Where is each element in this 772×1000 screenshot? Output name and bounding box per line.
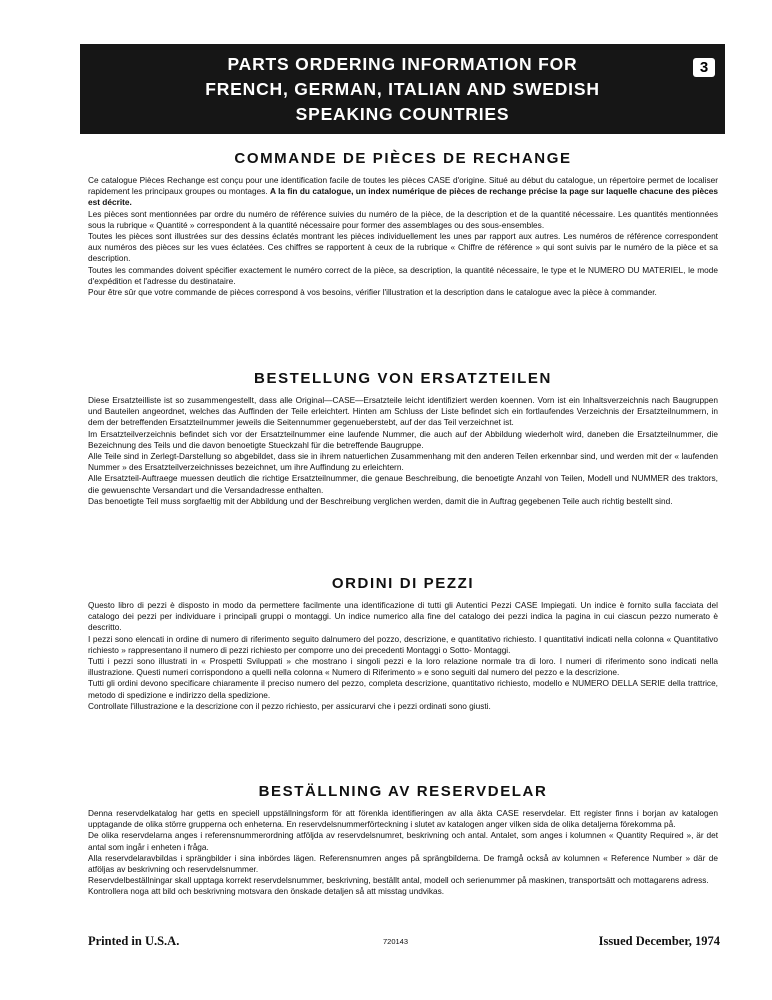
paragraph: Questo libro di pezzi è disposto in modo da permettere facilmente una identificazione di tutti gli Autentici Pezzi CASE Impiegati. Un indice è fornito sulla facciata del catalogo dei pezzi per individuare i principali gruppi o montaggi. Un indice numerico alla fine del catalogo dei pezzi indica la pagina in cui ciascun pezzo numerato è descritto. xyxy=(88,600,718,633)
banner-title-line-1: PARTS ORDERING INFORMATION FOR xyxy=(227,53,578,74)
paragraph: Tutti i pezzi sono illustrati in « Prospetti Sviluppati » che mostrano i singoli pezzi e la loro relazione normale tra di loro. I numeri di riferimento sono indicati nella illustrazione. Questi numeri corrispondono a quelli nella colonna « Numero di Riferimento » e sono seguiti dal numero del pezzo e la descrizione. xyxy=(88,656,718,678)
section-heading-italian: ORDINI DI PEZZI xyxy=(331,575,475,592)
title-banner xyxy=(80,44,725,134)
document-code: 720143 xyxy=(383,937,409,946)
paragraph: Diese Ersatzteilliste ist so zusammengestellt, dass alle Original—CASE—Ersatzteile leicht identifiziert werden koennen. Vorn ist ein Inhaltsverzeichnis nach Baugruppen und Bauteilen angeordnet, welches das Auffinden der Teile erleichtert. Hinten am Schluss der Liste befindet sich ein fortlaufendes Verzeichnis der Ersatzteilnummern, in dem der betreffenden Ersatzteilnummer jeweils die Seitennummer gegenueberstebt, auf der das Teil verzeichnet ist. xyxy=(88,395,718,428)
paragraph-text: Ce catalogue Pièces Rechange est conçu pour une identification facile de toutes les pièces CASE d'origine. Situé au début du catalogue, un répertoire permet de localiser rapidement les principaux groupes ou montages. xyxy=(88,175,718,197)
section-italian xyxy=(88,575,718,712)
paragraph: Pour être sûr que votre commande de pièces correspond à vos besoins, vérifier l'illustration et la description dans le catalogue avec la pièce à commander. xyxy=(88,287,657,298)
section-french xyxy=(88,150,718,298)
section-swedish xyxy=(88,783,718,898)
paragraph: Das benoetigte Teil muss sorgfaeltig mit der Abbildung und der Beschreibung verglichen werden, damit die in Auftrag gegebenen Teile auch richtig bestellt sind. xyxy=(88,495,673,506)
banner-title-line-3: SPEAKING COUNTRIES xyxy=(295,103,510,124)
paragraph: Reservdelbeställningar skall upptaga korrekt reservdelsnummer, beskrivning, beställt antal, modell och serienummer på maskinen, transportsätt och mottagarens adress. xyxy=(88,875,709,886)
paragraph: Controllate l'illustrazione e la descrizione con il pezzo richiesto, per assicurarvi che i pezzi ordinati sono giusti. xyxy=(88,700,491,711)
paragraph: De olika reservdelarna anges i referensnummerordning atföljda av reservdelsnumret, beskrivning och antal. Antalet, som anges i kolumnen « Quantity Required », är det antal som ingår i enheten i fråga. xyxy=(88,830,718,852)
printed-in-label: Printed in U.S.A. xyxy=(88,934,180,948)
page-number-badge: 3 xyxy=(693,58,715,77)
paragraph: Kontrollera noga att bild och beskrivning motsvara den önskade detaljen så att misstag undvikas. xyxy=(88,886,445,897)
section-heading-french: COMMANDE DE PIÈCES DE RECHANGE xyxy=(234,150,572,167)
paragraph: Denna reservdelkatalog har getts en speciell uppställningsform för att förenkla identifieringen av alla äkta CASE reservdelar. Ett register finns i borjan av katalogen upptagande de olika större grupperna och enheterna. En reservdelsnummerförteckning i slutet av katalogen anger vilken sida de olika detaljerna förekomma på. xyxy=(88,808,718,830)
paragraph: I pezzi sono elencati in ordine di numero di riferimento seguito dalnumero del pozzo, descrizione, e quantitativo richiesto. I quantitativi indicati nella colonna « Quantitativo richiesto » rappresentano il numero di pezzi richiesto per comporre uno dei precedenti Montaggi o Sotto- Montaggi. xyxy=(88,633,718,655)
paragraph-bold-text: A la fin du catalogue, un index numérique de pièces de rechange précise la page sur laquelle chacune des pièces est décrite. xyxy=(88,186,718,208)
section-heading-german: BESTELLUNG VON ERSATZTEILEN xyxy=(254,370,552,387)
paragraph: Im Ersatzteilverzeichnis befindet sich vor der Ersatzteilnummer eine laufende Nummer, die auch auf der Abbildung wiederholt wird, daneben die Ersatzteilnummer, die Bezeichnung des Teils und die davon benoetigte Stueckzahl für die betreffende Baugruppe. xyxy=(88,428,718,450)
banner-title-line-2: FRENCH, GERMAN, ITALIAN AND SWEDISH xyxy=(205,78,600,99)
section-heading-swedish: BESTÄLLNING AV RESERVDELAR xyxy=(258,783,548,800)
paragraph: Alle Ersatzteil-Auftraege muessen deutlich die richtige Ersatzteilnummer, die genaue Beschreibung, die benoetigte Anzahl von Teilen, Modell und NUMMER des traktors, die gewuenschte Versandart und die Versandadresse enthalten. xyxy=(88,473,718,495)
paragraph: Toutes les pièces sont illustrées sur des dessins éclatés montrant les pièces individuellement les unes par rapport aux autres. Les numéros de référence correspondent aux numéros des pièces sur les vues éclatées. Ces chiffres se rapportent à ceux de la rubrique « Chiffre de référence » qui sont suivis par le numéro de la pièce et sa description. xyxy=(88,231,718,264)
paragraph: Tutti gli ordini devono specificare chiaramente il preciso numero del pezzo, completa descrizione, quantitativo richiesto, modello e NUMERO DELLA SERIE della trattrice, metodo di spedizione e indirizzo della spedizione. xyxy=(88,678,718,700)
paragraph xyxy=(88,175,718,209)
paragraph: Toutes les commandes doivent spécifier exactement le numéro correct de la pièce, sa description, la quantité nécessaire, le type et le NUMERO DU MATERIEL, le mode d'expédition et l'adresse du destinataire. xyxy=(88,264,718,286)
paragraph: Alla reservdelaravbildas i sprängbilder i sina inbördes lägen. Referensnumren anges på sprängbilderna. De framgå också av kolumnen « Reference Number » där de atföljas av beskrivning och reservdelsnummer. xyxy=(88,852,718,875)
issue-date-label: Issued December, 1974 xyxy=(598,934,720,948)
paragraph: Alle Teile sind in Zerlegt-Darstellung so abgebildet, dass sie in ihrem natuerlichen Zusammenhang mit den anderen Teilen erkennbar sind, und werden mit der « laufenden Nummer » des Ersatzteilverzeichnisses bezeichnet, um ihre Auffindung zu erleichtern. xyxy=(88,451,718,473)
section-german xyxy=(88,370,718,507)
paragraph: Les pièces sont mentionnées par ordre du numéro de référence suivies du numéro de la pièce, de la description et de la quantité nécessaire. Les quantités mentionnées sous la rubrique « Quantité » correspondent à la quantité nécessaire pour former des assemblages ou des sous-ensembles. xyxy=(88,208,718,230)
